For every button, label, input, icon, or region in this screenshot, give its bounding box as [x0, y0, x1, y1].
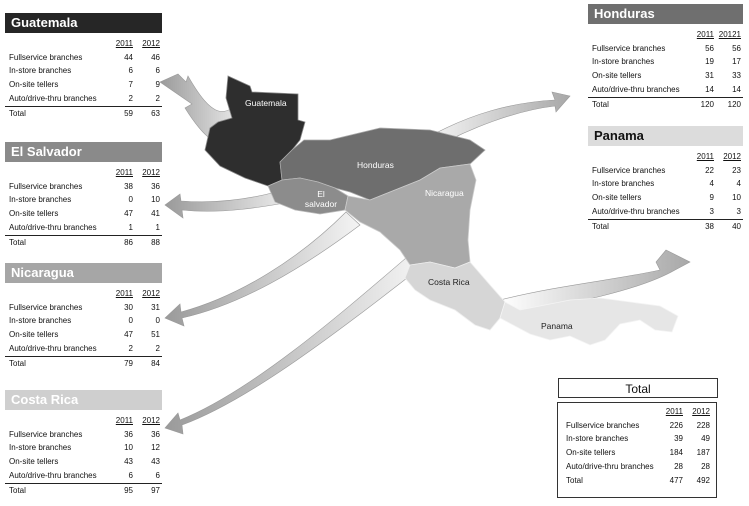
table-cell-label: On-site tellers — [592, 193, 642, 203]
table-cell-value: 28 — [674, 461, 683, 471]
table-row — [562, 446, 712, 460]
table-cell-value: 47 — [124, 330, 133, 340]
table-cell-value: 23 — [732, 165, 741, 175]
panel-total — [557, 402, 717, 498]
table-cell-label: Auto/drive-thru branches — [9, 470, 97, 480]
table-cell-value: 2 — [155, 343, 160, 353]
table-cell-label: Fullservice branches — [9, 181, 83, 191]
table-cell-value: 79 — [108, 356, 135, 370]
panel-title: Nicaragua — [5, 263, 162, 283]
col-header: 2012 — [142, 39, 160, 48]
table-cell-label: Fullservice branches — [592, 43, 666, 53]
table-row — [5, 414, 162, 428]
table-cell-value: 49 — [701, 434, 710, 444]
table-cell-value: 3 — [736, 206, 741, 216]
table-cell-value: 36 — [151, 181, 160, 191]
table-cell-value: 46 — [151, 52, 160, 62]
panel-title: El Salvador — [5, 142, 162, 162]
table-row — [5, 469, 162, 483]
table-cell-label — [5, 37, 108, 51]
table-cell-label: In-store branches — [9, 316, 72, 326]
table-row — [588, 28, 743, 42]
stats-table — [5, 287, 162, 370]
table-row-total — [5, 356, 162, 370]
table-row — [588, 177, 743, 191]
table-row — [5, 221, 162, 235]
table-cell-label: On-site tellers — [9, 457, 59, 467]
table-cell-value: 56 — [732, 43, 741, 53]
map-label-el-salvador-line1: El — [317, 189, 325, 199]
map-label-nicaragua: Nicaragua — [425, 188, 464, 198]
table-cell-value: 19 — [705, 57, 714, 67]
stats-table — [562, 405, 712, 487]
table-row — [588, 69, 743, 83]
table-row — [562, 419, 712, 433]
panel-title: Guatemala — [5, 13, 162, 33]
table-cell-label: On-site tellers — [9, 330, 59, 340]
table-row — [5, 166, 162, 180]
table-cell-label: In-store branches — [9, 66, 72, 76]
table-cell-label: Total — [5, 356, 108, 370]
table-row — [588, 83, 743, 97]
table-row-total — [5, 106, 162, 120]
table-cell-value: 56 — [705, 43, 714, 53]
table-cell-value: 36 — [124, 429, 133, 439]
col-header: 2012 — [142, 416, 160, 425]
map-label-el-salvador-line2: salvador — [304, 199, 338, 209]
table-cell-value: 2 — [128, 343, 133, 353]
table-row — [5, 51, 162, 65]
table-cell-value: 10 — [124, 443, 133, 453]
col-header: 2011 — [696, 30, 714, 39]
table-cell-label: Total — [588, 97, 689, 111]
stats-table — [5, 37, 162, 120]
stats-table — [588, 150, 743, 233]
table-cell-value: 6 — [128, 470, 133, 480]
map-label-panama: Panama — [541, 321, 573, 331]
table-row — [5, 37, 162, 51]
col-header: 2011 — [696, 152, 714, 161]
table-row — [588, 191, 743, 205]
table-cell-value: 7 — [128, 80, 133, 90]
table-cell-value: 226 — [669, 420, 683, 430]
table-cell-value: 4 — [709, 179, 714, 189]
table-cell-value: 38 — [124, 181, 133, 191]
table-cell-value: 187 — [696, 448, 710, 458]
table-cell-value: 28 — [701, 461, 710, 471]
panel-total-header — [558, 378, 718, 398]
table-cell-value: 38 — [689, 219, 716, 233]
table-row — [588, 55, 743, 69]
table-cell-value: 39 — [674, 434, 683, 444]
table-cell-label: In-store branches — [592, 57, 655, 67]
map-label-honduras: Honduras — [357, 160, 394, 170]
table-row — [562, 405, 712, 419]
table-cell-value: 477 — [669, 475, 683, 485]
table-cell-label — [588, 150, 689, 164]
col-header: 2011 — [115, 168, 133, 177]
table-cell-value: 1 — [128, 222, 133, 232]
table-cell-value: 6 — [155, 470, 160, 480]
table-cell-value: 47 — [124, 209, 133, 219]
table-cell-label — [5, 166, 108, 180]
table-row — [5, 193, 162, 207]
stats-table — [588, 28, 743, 111]
panel-panama — [588, 126, 743, 233]
table-cell-label: Total — [5, 483, 108, 497]
table-cell-label: In-store branches — [592, 179, 655, 189]
table-cell-value: 10 — [732, 193, 741, 203]
panel-title: Costa Rica — [5, 390, 162, 410]
table-cell-value: 43 — [124, 457, 133, 467]
table-cell-value: 12 — [151, 443, 160, 453]
col-header: 2011 — [115, 289, 133, 298]
table-cell-value: 9 — [155, 80, 160, 90]
col-header: 2011 — [665, 407, 683, 416]
table-cell-value: 120 — [689, 97, 716, 111]
table-row-total — [588, 219, 743, 233]
table-cell-label: On-site tellers — [566, 448, 616, 458]
col-header: 2012 — [723, 152, 741, 161]
table-cell-label — [562, 405, 658, 419]
table-row — [5, 207, 162, 221]
table-cell-value: 2 — [128, 93, 133, 103]
table-cell-value: 3 — [709, 206, 714, 216]
table-cell-label — [588, 28, 689, 42]
table-cell-label: Auto/drive-thru branches — [592, 84, 680, 94]
table-cell-label: Auto/drive-thru branches — [9, 222, 97, 232]
table-row — [5, 428, 162, 442]
table-cell-label: Total — [5, 106, 108, 120]
table-row-total — [5, 483, 162, 497]
panel-guatemala — [5, 13, 162, 120]
table-row — [588, 42, 743, 56]
col-header: 2012 — [142, 168, 160, 177]
table-cell-value: 1 — [155, 222, 160, 232]
panel-title: Panama — [588, 126, 743, 146]
panel-nicaragua — [5, 263, 162, 370]
table-row — [5, 342, 162, 356]
table-cell-value: 31 — [705, 71, 714, 81]
table-cell-value: 33 — [732, 71, 741, 81]
table-row — [5, 64, 162, 78]
table-cell-value: 51 — [151, 330, 160, 340]
table-cell-value: 0 — [128, 316, 133, 326]
col-header: 2012 — [692, 407, 710, 416]
table-cell-value: 14 — [732, 84, 741, 94]
table-cell-label: Auto/drive-thru branches — [566, 461, 654, 471]
map-label-guatemala: Guatemala — [245, 98, 287, 108]
table-row — [5, 92, 162, 106]
col-header: 2011 — [115, 416, 133, 425]
table-cell-label: In-store branches — [9, 443, 72, 453]
table-row — [5, 78, 162, 92]
table-cell-value: 492 — [696, 475, 710, 485]
map-label-el-salvador — [303, 189, 339, 209]
table-cell-value: 6 — [128, 66, 133, 76]
table-cell-label: Total — [5, 235, 108, 249]
table-cell-value: 14 — [705, 84, 714, 94]
table-row — [5, 455, 162, 469]
table-cell-value: 6 — [155, 66, 160, 76]
table-cell-value: 95 — [108, 483, 135, 497]
table-row-total — [5, 235, 162, 249]
map-costa-rica — [405, 262, 505, 330]
table-cell-value: 0 — [128, 195, 133, 205]
table-cell-value: 22 — [705, 165, 714, 175]
table-row — [588, 205, 743, 219]
table-row — [588, 164, 743, 178]
table-cell-value: 17 — [732, 57, 741, 67]
stats-table — [5, 166, 162, 249]
table-cell-label: On-site tellers — [9, 209, 59, 219]
table-cell-value: 31 — [151, 302, 160, 312]
table-cell-label: On-site tellers — [592, 71, 642, 81]
table-cell-value: 40 — [716, 219, 743, 233]
table-cell-value: 0 — [155, 316, 160, 326]
col-header: 20121 — [718, 30, 741, 39]
panel-el-salvador — [5, 142, 162, 249]
table-cell-value: 228 — [696, 420, 710, 430]
panel-honduras — [588, 4, 743, 111]
table-row — [562, 460, 712, 474]
panel-title: Total — [558, 378, 718, 398]
table-cell-label: Fullservice branches — [9, 302, 83, 312]
table-cell-value: 120 — [716, 97, 743, 111]
arrow-to-costa-rica — [165, 258, 420, 434]
stats-table — [5, 414, 162, 497]
table-cell-label: Auto/drive-thru branches — [9, 93, 97, 103]
table-cell-label: Fullservice branches — [9, 429, 83, 439]
table-cell-value: 44 — [124, 52, 133, 62]
table-cell-label: In-store branches — [9, 195, 72, 205]
table-row — [5, 301, 162, 315]
table-cell-label: Auto/drive-thru branches — [9, 343, 97, 353]
table-cell-label: Fullservice branches — [592, 165, 666, 175]
table-cell-value: 4 — [736, 179, 741, 189]
table-cell-value: 86 — [108, 235, 135, 249]
table-cell-value: 59 — [108, 106, 135, 120]
table-cell-value: 41 — [151, 209, 160, 219]
panel-title: Honduras — [588, 4, 743, 24]
table-cell-label: Total — [566, 475, 583, 485]
table-row — [5, 314, 162, 328]
panel-costa-rica — [5, 390, 162, 497]
table-cell-value: 184 — [669, 448, 683, 458]
table-row — [562, 432, 712, 446]
col-header: 2011 — [115, 39, 133, 48]
table-cell-value: 43 — [151, 457, 160, 467]
table-cell-label: In-store branches — [566, 434, 629, 444]
table-cell-value: 84 — [135, 356, 162, 370]
table-row-total — [588, 97, 743, 111]
arrow-to-nicaragua — [165, 212, 360, 326]
table-row — [588, 150, 743, 164]
table-cell-label — [5, 287, 108, 301]
table-row — [5, 180, 162, 194]
table-cell-value: 10 — [151, 195, 160, 205]
table-row — [5, 287, 162, 301]
table-row-total — [562, 474, 712, 488]
table-cell-label: Total — [588, 219, 689, 233]
table-cell-value: 88 — [135, 235, 162, 249]
table-cell-value: 2 — [155, 93, 160, 103]
table-cell-value: 30 — [124, 302, 133, 312]
table-cell-value: 97 — [135, 483, 162, 497]
table-cell-label: Auto/drive-thru branches — [592, 206, 680, 216]
table-cell-value: 36 — [151, 429, 160, 439]
table-cell-value: 9 — [709, 193, 714, 203]
table-cell-label: Fullservice branches — [9, 52, 83, 62]
table-cell-label: On-site tellers — [9, 80, 59, 90]
table-cell-label: Fullservice branches — [566, 420, 640, 430]
table-row — [5, 441, 162, 455]
map-label-costa-rica: Costa Rica — [428, 277, 470, 287]
table-cell-value: 63 — [135, 106, 162, 120]
table-cell-label — [5, 414, 108, 428]
col-header: 2012 — [142, 289, 160, 298]
table-row — [5, 328, 162, 342]
